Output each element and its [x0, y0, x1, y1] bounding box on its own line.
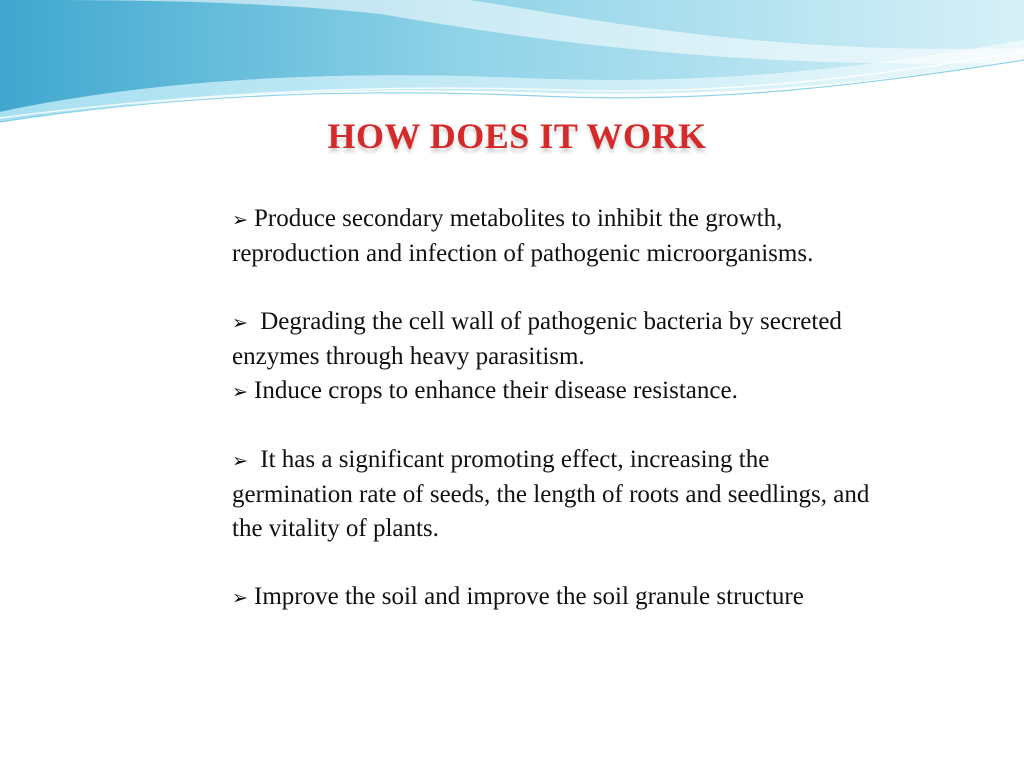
bullet-text: Produce secondary metabolites to inhibit the growth, reproduction and infection of pathogenic microorganisms.	[232, 205, 814, 267]
arrow-bullet-icon: ➢	[232, 587, 248, 609]
bullet-item	[232, 443, 872, 546]
arrow-bullet-icon: ➢	[232, 450, 248, 472]
bullet-item	[232, 374, 872, 409]
arrow-bullet-icon: ➢	[232, 209, 248, 231]
bullet-list	[232, 202, 872, 615]
bullet-item	[232, 202, 872, 271]
bullet-item	[232, 305, 872, 374]
bullet-spacer	[232, 546, 872, 580]
header-wave-decoration	[0, 0, 1024, 130]
bullet-text: Degrading the cell wall of pathogenic bacteria by secreted enzymes through heavy parasitism.	[232, 308, 842, 370]
bullet-text: It has a significant promoting effect, increasing the germination rate of seeds, the length of roots and seedlings, and the vitality of plants.	[232, 446, 870, 542]
bullet-text: Improve the soil and improve the soil granule structure	[254, 583, 804, 610]
arrow-bullet-icon: ➢	[232, 312, 248, 334]
bullet-text: Induce crops to enhance their disease resistance.	[254, 377, 738, 404]
slide-title: HOW DOES IT WORK	[327, 116, 707, 156]
bullet-spacer	[232, 409, 872, 443]
bullet-item	[232, 580, 872, 615]
arrow-bullet-icon: ➢	[232, 381, 248, 403]
bullet-spacer	[232, 271, 872, 305]
